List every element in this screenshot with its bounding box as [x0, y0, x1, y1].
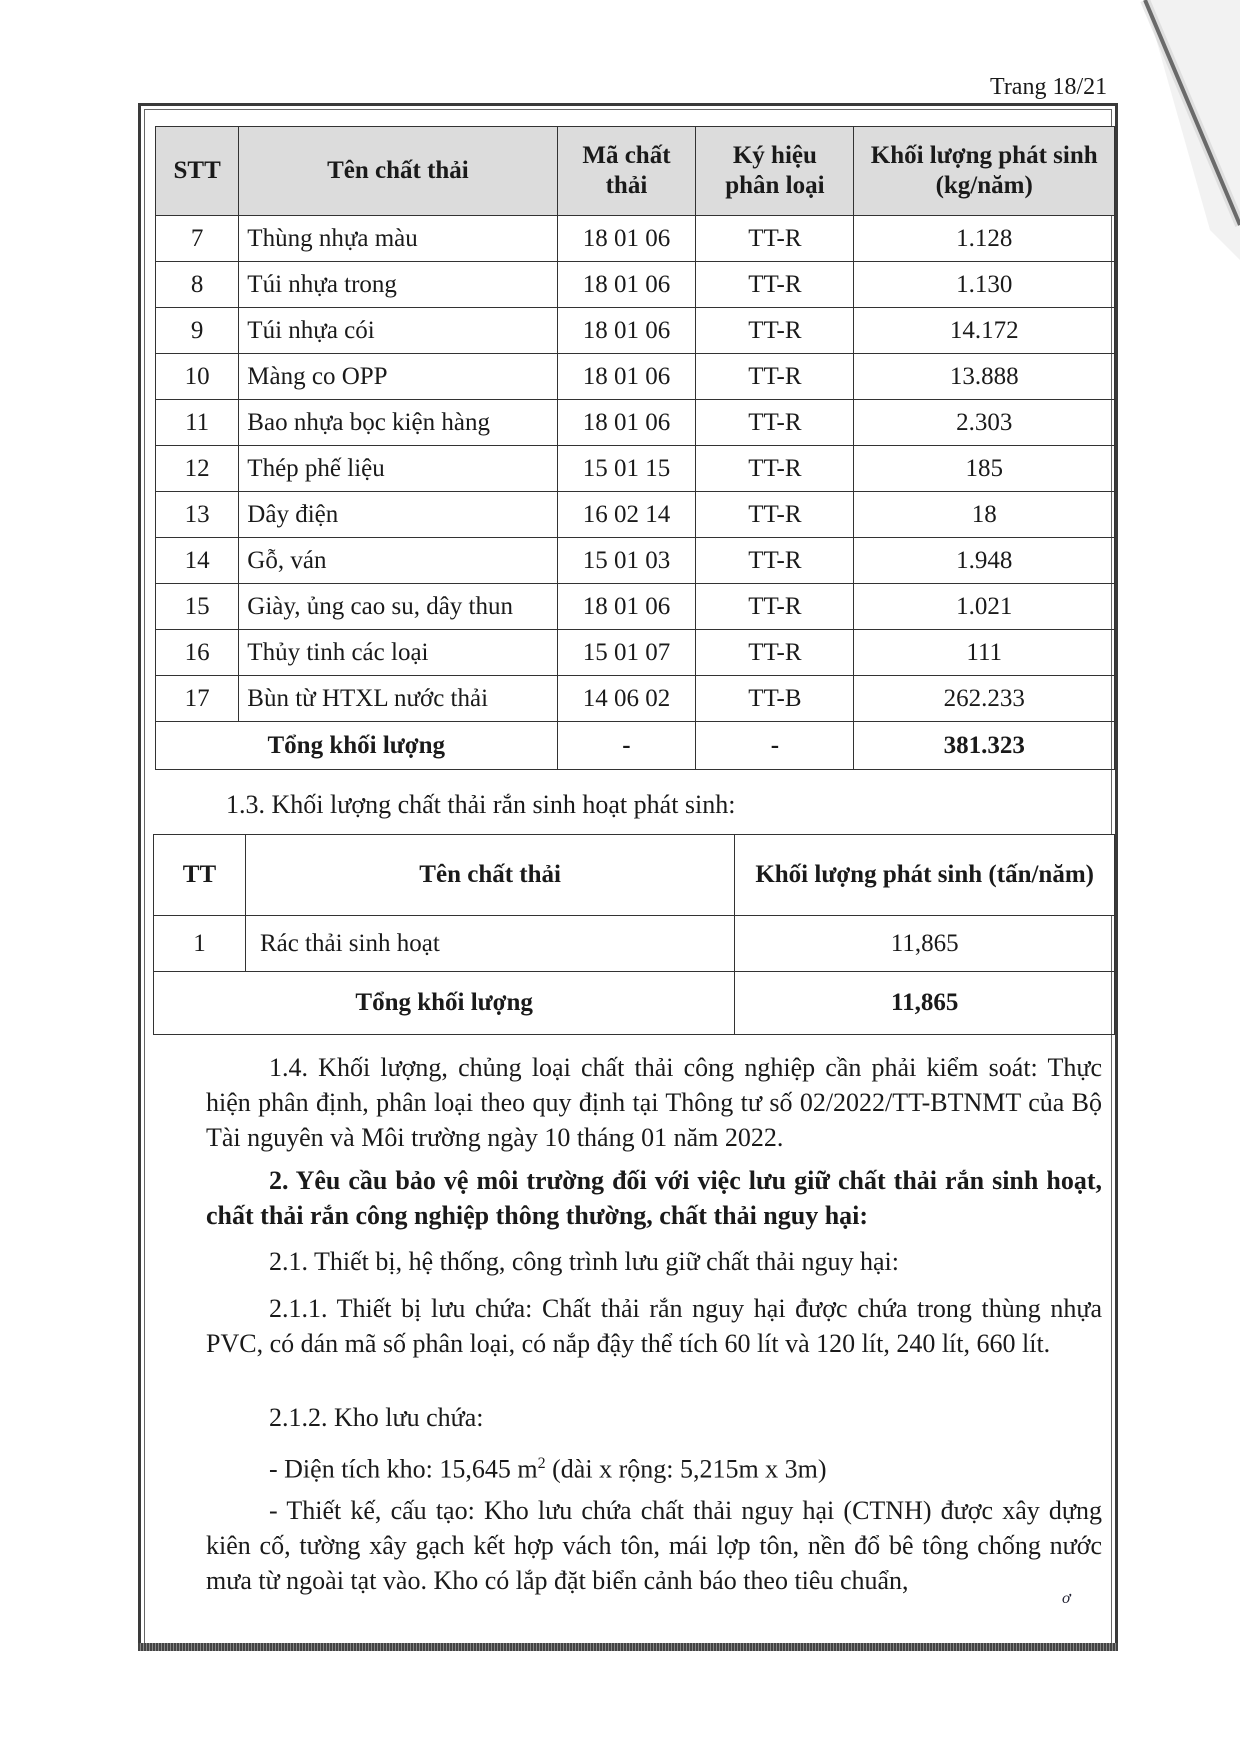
header-tt: TT	[154, 835, 246, 916]
row-waste-name: Túi nhựa cói	[239, 308, 557, 354]
total-code: -	[557, 722, 696, 770]
row-classification: TT-B	[696, 676, 854, 722]
paragraph-storage-design: - Thiết kế, cấu tạo: Kho lưu chứa chất thải nguy hại (CTNH) được xây dựng kiên cố, tường xây gạch kết hợp vách tôn, mái lợp tôn, nền đổ bê tông chống nước mưa từ ngoài tạt vào. Kho có lắp đặt biển cảnh báo theo tiêu chuẩn,	[206, 1496, 1102, 1595]
row-classification: TT-R	[696, 492, 854, 538]
row-index: 16	[156, 630, 239, 676]
table-row	[156, 630, 1115, 676]
header-waste-code: Mã chất thải	[557, 127, 696, 216]
total-mass: 381.323	[854, 722, 1115, 770]
table-row	[154, 916, 1115, 972]
row-classification: TT-R	[696, 446, 854, 492]
table-total-row	[154, 972, 1115, 1035]
header-waste-name: Tên chất thải	[245, 835, 734, 916]
row-waste-name: Gỗ, ván	[239, 538, 557, 584]
header-mass: Khối lượng phát sinh (kg/năm)	[854, 127, 1115, 216]
row-mass: 2.303	[854, 400, 1115, 446]
header-waste-name: Tên chất thải	[239, 127, 557, 216]
row-index: 9	[156, 308, 239, 354]
table-row	[156, 538, 1115, 584]
table-header-row	[156, 127, 1115, 216]
row-classification: TT-R	[696, 216, 854, 262]
header-classification: Ký hiệu phân loại	[696, 127, 854, 216]
row-classification: TT-R	[696, 262, 854, 308]
row-classification: TT-R	[696, 630, 854, 676]
paragraph-2-1-1: 2.1.1. Thiết bị lưu chứa: Chất thải rắn nguy hại được chứa trong thùng nhựa PVC, có dán mã số phân loại, có nắp đậy thể tích 60 lít và 120 lít, 240 lít, 660 lít.	[206, 1294, 1102, 1358]
row-classification: TT-R	[696, 584, 854, 630]
paragraph-storage-area	[206, 1446, 1102, 1487]
storage-area-dimensions: (dài x rộng: 5,215m x 3m)	[545, 1454, 827, 1484]
storage-area-text: - Diện tích kho: 15,645 m	[269, 1454, 538, 1484]
row-waste-name: Thép phế liệu	[239, 446, 557, 492]
table-row	[156, 446, 1115, 492]
document-border-bottom	[138, 1643, 1118, 1651]
row-waste-name: Bùn từ HTXL nước thải	[239, 676, 557, 722]
row-waste-code: 15 01 15	[557, 446, 696, 492]
row-mass: 1.130	[854, 262, 1115, 308]
row-mass: 262.233	[854, 676, 1115, 722]
row-classification: TT-R	[696, 538, 854, 584]
row-waste-name: Giày, ủng cao su, dây thun	[239, 584, 557, 630]
row-index: 11	[156, 400, 239, 446]
row-waste-code: 14 06 02	[557, 676, 696, 722]
table-row	[156, 216, 1115, 262]
row-waste-code: 18 01 06	[557, 354, 696, 400]
table-row	[156, 308, 1115, 354]
domestic-waste-table	[153, 834, 1115, 1035]
row-index: 13	[156, 492, 239, 538]
row-waste-name: Màng co OPP	[239, 354, 557, 400]
row-classification: TT-R	[696, 308, 854, 354]
table-row	[156, 676, 1115, 722]
row-mass: 111	[854, 630, 1115, 676]
table-total-row	[156, 722, 1115, 770]
row-waste-name: Bao nhựa bọc kiện hàng	[239, 400, 557, 446]
row-mass: 185	[854, 446, 1115, 492]
section-1-3-heading: 1.3. Khối lượng chất thải rắn sinh hoạt phát sinh:	[226, 790, 736, 819]
table-row	[156, 584, 1115, 630]
row-waste-code: 18 01 06	[557, 400, 696, 446]
row-index: 17	[156, 676, 239, 722]
row-waste-code: 18 01 06	[557, 216, 696, 262]
industrial-waste-table	[155, 126, 1115, 770]
row-classification: TT-R	[696, 354, 854, 400]
row-index: 8	[156, 262, 239, 308]
row-waste-name: Thùng nhựa màu	[239, 216, 557, 262]
row-mass: 1.021	[854, 584, 1115, 630]
paragraph-1-4: 1.4. Khối lượng, chủng loại chất thải công nghiệp cần phải kiểm soát: Thực hiện phân định, phân loại theo quy định tại Thông tư số 02/2022/TT-BTNMT của Bộ Tài nguyên và Môi trường ngày 10 tháng 01 năm 2022.	[206, 1053, 1102, 1152]
row-waste-code: 18 01 06	[557, 262, 696, 308]
row-mass: 14.172	[854, 308, 1115, 354]
row-waste-code: 18 01 06	[557, 308, 696, 354]
page-number: Trang 18/21	[990, 74, 1108, 100]
row-waste-code: 18 01 06	[557, 584, 696, 630]
row-index: 15	[156, 584, 239, 630]
table-row	[156, 400, 1115, 446]
row-classification: TT-R	[696, 400, 854, 446]
row-waste-name: Rác thải sinh hoạt	[245, 916, 734, 972]
table-row	[156, 492, 1115, 538]
header-stt: STT	[156, 127, 239, 216]
row-waste-code: 16 02 14	[557, 492, 696, 538]
storage-area-superscript: 2	[537, 1455, 546, 1472]
row-mass: 13.888	[854, 354, 1115, 400]
total-classification: -	[696, 722, 854, 770]
total-label: Tổng khối lượng	[154, 972, 735, 1035]
row-mass: 1.948	[854, 538, 1115, 584]
row-index: 14	[156, 538, 239, 584]
row-waste-name: Dây điện	[239, 492, 557, 538]
row-mass: 1.128	[854, 216, 1115, 262]
paragraph-2-heading: 2. Yêu cầu bảo vệ môi trường đối với việc lưu giữ chất thải rắn sinh hoạt, chất thải rắn công nghiệp thông thường, chất thải nguy hại:	[206, 1166, 1102, 1230]
row-waste-code: 15 01 03	[557, 538, 696, 584]
table-row	[156, 262, 1115, 308]
total-mass: 11,865	[735, 972, 1115, 1035]
handwritten-mark: ơ	[1062, 1590, 1071, 1607]
total-label: Tổng khối lượng	[156, 722, 558, 770]
row-mass: 11,865	[735, 916, 1115, 972]
row-mass: 18	[854, 492, 1115, 538]
row-index: 1	[154, 916, 246, 972]
row-index: 7	[156, 216, 239, 262]
row-index: 10	[156, 354, 239, 400]
row-waste-code: 15 01 07	[557, 630, 696, 676]
table-header-row	[154, 835, 1115, 916]
paragraph-2-1-2: 2.1.2. Kho lưu chứa:	[269, 1403, 484, 1432]
header-mass: Khối lượng phát sinh (tấn/năm)	[735, 835, 1115, 916]
row-index: 12	[156, 446, 239, 492]
table-row	[156, 354, 1115, 400]
row-waste-name: Túi nhựa trong	[239, 262, 557, 308]
paragraph-2-1: 2.1. Thiết bị, hệ thống, công trình lưu giữ chất thải nguy hại:	[269, 1247, 899, 1276]
row-waste-name: Thủy tinh các loại	[239, 630, 557, 676]
